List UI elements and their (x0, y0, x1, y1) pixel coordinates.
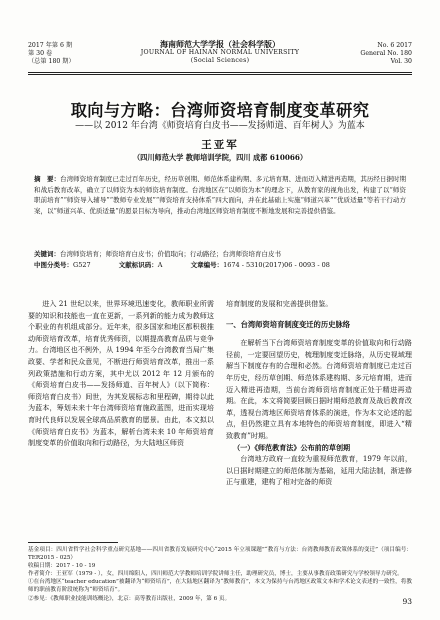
article-id-label: 文章编号： (190, 261, 224, 269)
subsection-heading-1: （一）《师范教育法》公布前的草创期 (233, 442, 351, 452)
header-rule-double (28, 74, 412, 75)
volume-number-en: Vol. 30 (390, 58, 412, 65)
author-name: 王亚军 (201, 139, 239, 151)
classification-line (34, 260, 406, 270)
journal-issue-info-left (28, 42, 98, 66)
journal-name-en: JOURNAL OF HAINAN NORMAL UNIVERSITY (140, 48, 300, 56)
journal-name-zh: 海南师范大学学报（社会科学版） (160, 39, 280, 49)
general-number: （总第 180 期） (28, 58, 75, 65)
footnotes (28, 546, 412, 603)
general-number-en: General No. 180 (360, 50, 412, 57)
issue-number: 2017 年第 6 期 (28, 42, 73, 49)
journal-series-en: (Social Sciences) (190, 57, 250, 64)
keywords-label: 关键词： (34, 250, 60, 258)
abstract-text: 台湾师资培育制度已走过百年历史，经历草创期、师范体系建构期、多元培育期、进而迈入精进再造期，其历经日据时期和战后教育改革，确立了以师资为本的师资培育制度。台湾地区在“以师资为本”的理念下，从教育家的视角出发，构建了以“师资职前培育”“师资导入辅导”“教师专业发展”“师资培育支持体系”四大面向，并在此基础上实施“师道兴革”“优质适量”等若干行动方案，以“师道兴革、优质适量”的愿景目标为导向，推动台湾地区师资培育制度不断地发展和完善提供借鉴。 (34, 175, 407, 215)
journal-issue-info-right (342, 42, 412, 66)
page-number: 93 (402, 597, 412, 606)
footnote-author: 作者简介：王亚军（1979 - ），女，四川绵阳人，四川师范大学教师培训学院讲师主任，助理研究员，博士，主要从事教育政策研究与学校领导力研究。 (28, 571, 403, 578)
doc-code-value: A (157, 261, 163, 269)
body-right-column (226, 298, 412, 488)
abstract (34, 174, 406, 216)
clc-value: G527 (73, 261, 91, 269)
footnote-1: ①在台湾地区“teacher education”被翻译为“师资培育”，在大陆地区翻译为“教师教育”，本文为保持与台湾地区政策文本和学术论文表述的一致性，将教师的职前教育阶段统称为“师资培育”。 (28, 579, 412, 594)
article-title: 取向与方略：台湾师资培育制度变革研究 (70, 101, 370, 120)
subsection-1-paragraph: 台湾地方政府一直较为重视师范教育，1979 年以前，以日据时期建立的师范体制为基础，延用大陆法制，渐进修正与重建，建构了相对完备的师资 (226, 454, 412, 487)
footnote-received: 收稿日期：2017 - 10 - 19 (28, 563, 96, 570)
footnote-2: ②参见：《教师职业技能训练概论》，北京：高等教育出版社，2009 年，第 6 页。 (28, 595, 231, 602)
keywords-text: 台湾师资培育；师资培育白皮书；价值取向；行动路径；台湾师资培育白皮书 (60, 250, 281, 258)
intro-paragraph-continued: 培育制度的发展和完善提供借鉴。 (226, 299, 333, 308)
body-left-column (28, 298, 214, 449)
intro-paragraph: 进入 21 世纪以来，世界环境迅速变化，教师职业所需要的知识和技能也一直在更新，一系列新的能力成为教师这个职业的有机组成部分。近年来，很多国家和地区都积极推动师资培育改革，培育优秀师资，以期提高教育品质与竞争力。台湾地区也不例外，从 1994 年至今台湾教育当局广集政要、学者和民众意见，不断进行师资培育改革，推出一系列政策措施和行动方案，其中尤以 2012 年 12 月颁布的《师资培育白皮书——发扬师道、百年树人》（以下简称：师资培育白皮书）间世，为其发展标志和里程碑，期待以此为蓝本，筹划未来十年台湾师资培育施政蓝图，进而实现培育时代良师以发展全球高品质教育的愿景。由此，本文拟以《师资培育白皮书》为蓝本，解析台湾未来 10 年师资培育制度变革的价值取向和行动路径，为大陆地区师资 (28, 299, 214, 448)
doc-code-label: 文献标识码： (118, 261, 158, 269)
section-1-paragraph: 在解析当下台湾师资培育制度变革的价值取向和行动路径前，一定要回望历史，梳理制度变迁脉络，从历史视域理解当下制度存有的合理和必然。台湾师资培育制度已走过百年历史，经历草创期、师范体系建构期、多元培育期，进而迈入精进再造期，当前台湾师资培育制度正处于精进再造期。在此，本文将简要回顾日据时期师范教育及战后教育改革，透视台湾地区师资培育体系的演进，作为本文论述的起点，但仍然建立具有本地特色的师资培育制度，即进入“精致教育”时期。 (226, 338, 412, 440)
header-rule (28, 72, 412, 73)
footnote-rule (28, 542, 118, 543)
article-id-value: 1674 - 5310(2017)06 - 0093 - 08 (223, 261, 330, 269)
issue-number-en: No. 6 2017 (377, 42, 412, 49)
keywords (34, 249, 281, 259)
abstract-label: 摘 要： (34, 175, 61, 183)
article-subtitle: ——以 2012 年台湾《师资培育白皮书——发扬师道、百年树人》为蓝本 (75, 121, 365, 131)
section-heading-1: 一、台湾师资培育制度变迁的历史脉络 (226, 319, 351, 329)
footnote-fund: 基金项目：四川省哲学社会科学重点研究基地——四川省教育发展研究中心“2015 年立项课题”“教育与方法：台湾教师教育政策体系的变迁”（项目编号：TER2015 - 025） (28, 547, 412, 562)
journal-name (110, 40, 330, 66)
clc-label: 中图分类号： (34, 261, 73, 269)
author-affiliation: （四川师范大学 教师培训学院，四川 成都 610066） (132, 153, 308, 162)
volume-number: 第 30 卷 (28, 50, 53, 57)
